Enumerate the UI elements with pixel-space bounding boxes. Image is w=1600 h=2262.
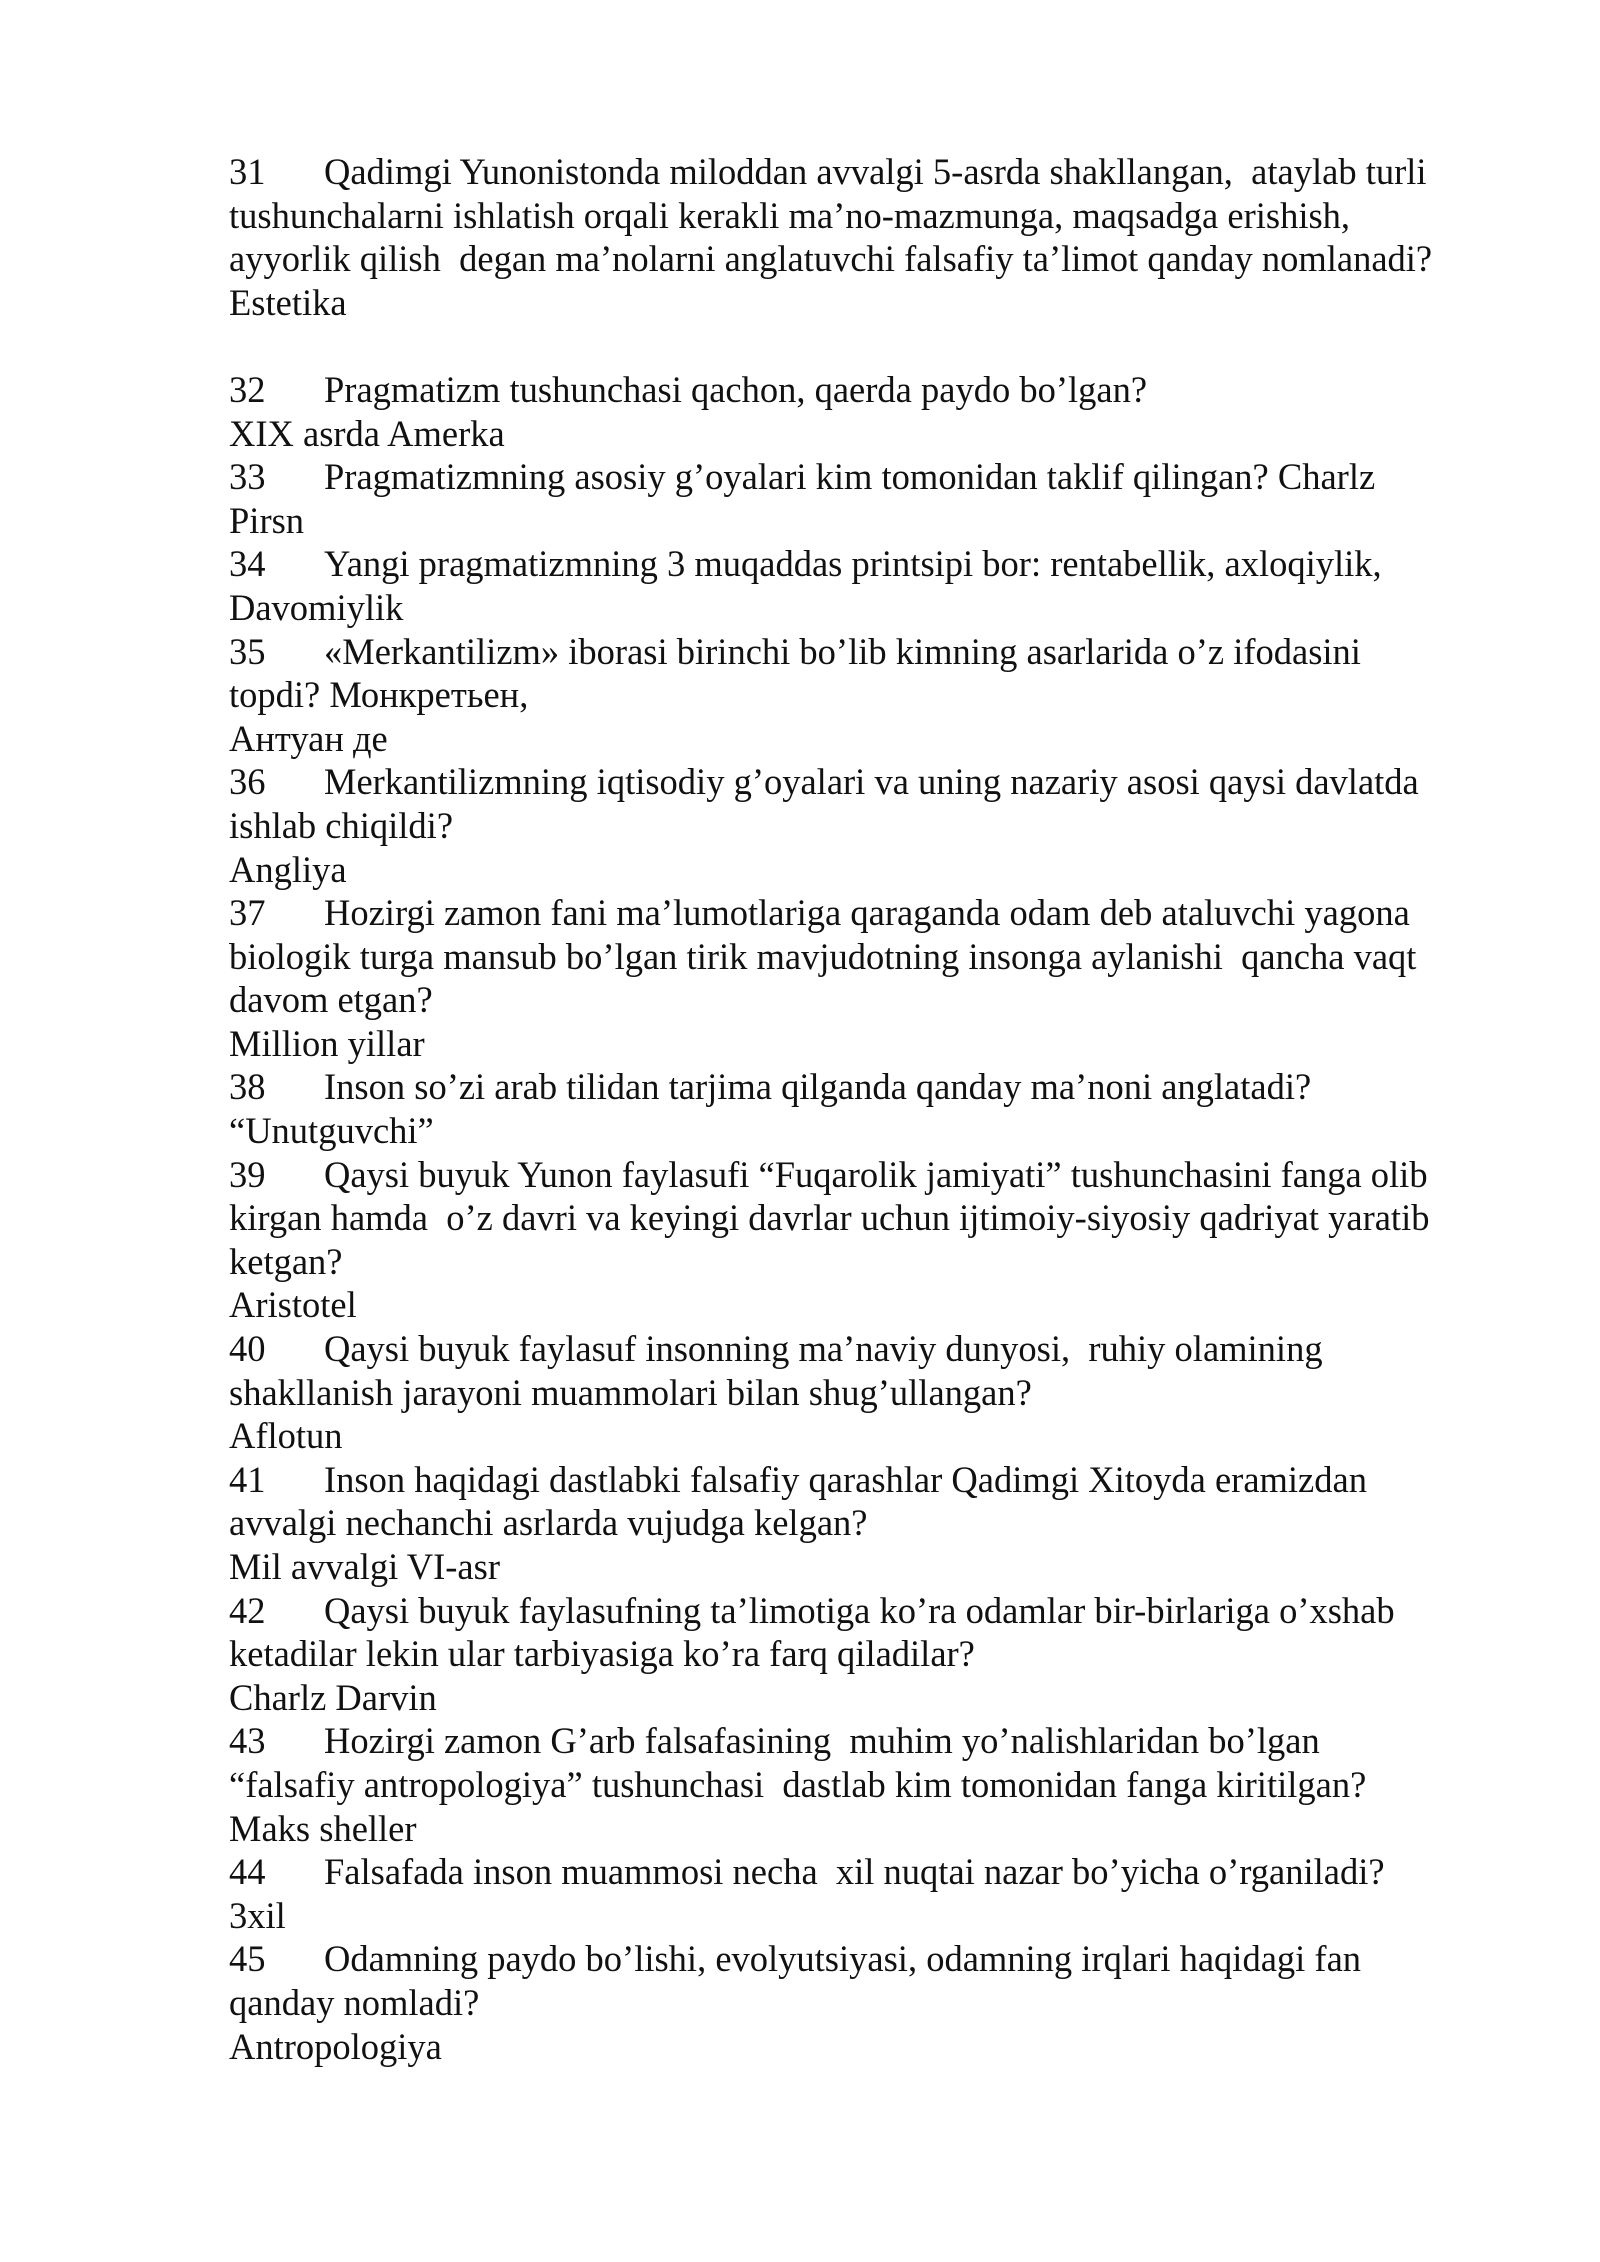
text-line: [229, 935, 1529, 979]
text-line: [229, 673, 1529, 717]
line-text: «Merkantilizm» iborasi birinchi bo’lib kimning asarlarida o’z ifodasini: [324, 630, 1361, 672]
line-text: XIX asrda Amerka: [229, 412, 505, 454]
text-line: [229, 1414, 1529, 1458]
question-line: [229, 455, 1529, 499]
text-line: [229, 1109, 1529, 1153]
text-line: [229, 1632, 1529, 1676]
text-line: [229, 412, 1529, 456]
line-text: Qaysi buyuk Yunon faylasufi “Fuqarolik jamiyati” tushunchasini fanga olib: [324, 1153, 1428, 1195]
text-line: [229, 194, 1529, 238]
line-text: “Unutguvchi”: [229, 1110, 434, 1152]
question-line: [229, 368, 1529, 412]
document-page: [229, 150, 1529, 2068]
line-text: Qaysi buyuk faylasufning ta’limotiga ko’ra odamlar bir-birlariga o’xshab: [324, 1589, 1395, 1631]
line-text: Aristotel: [229, 1284, 357, 1326]
question-line: [229, 1937, 1529, 1981]
line-text: tushunchalarni ishlatish orqali kerakli ma’no-mazmunga, maqsadga erishish,: [229, 194, 1351, 236]
line-text: topdi? Монкретьен,: [229, 674, 529, 716]
text-line: [229, 499, 1529, 543]
line-text: Estetika: [229, 281, 347, 323]
question-line: [229, 891, 1529, 935]
line-text: Hozirgi zamon fani ma’lumotlariga qaraganda odam deb ataluvchi yagona: [324, 892, 1410, 934]
line-text: ishlab chiqildi?: [229, 804, 454, 846]
line-text: Falsafada inson muammosi necha xil nuqtai nazar bo’yicha o’rganiladi?: [324, 1851, 1385, 1893]
question-number: 42: [229, 1589, 266, 1631]
line-text: avvalgi nechanchi asrlarda vujudga kelgan?: [229, 1502, 868, 1544]
line-text: Maks sheller: [229, 1807, 417, 1849]
line-text: Odamning paydo bo’lishi, evolyutsiyasi, odamning irqlari haqidagi fan: [324, 1938, 1362, 1980]
line-text: Qadimgi Yunonistonda miloddan avvalgi 5-asrda shakllangan, ataylab turli: [324, 151, 1427, 192]
line-text: ketadilar lekin ular tarbiyasiga ko’ra farq qiladilar?: [229, 1633, 975, 1675]
question-line: [229, 150, 1529, 194]
text-line: [229, 2025, 1529, 2069]
line-text: Yangi pragmatizmning 3 muqaddas printsipi bor: rentabellik, axloqiylik,: [324, 543, 1382, 585]
line-text: “falsafiy antropologiya” tushunchasi dastlab kim tomonidan fanga kiritilgan?: [229, 1763, 1367, 1805]
text-line: [229, 1676, 1529, 1720]
text-line: [229, 804, 1529, 848]
line-text: Hozirgi zamon G’arb falsafasining muhim yo’nalishlaridan bo’lgan: [324, 1720, 1320, 1762]
question-line: [229, 1850, 1529, 1894]
line-text: ayyorlik qilish degan ma’nolarni anglatuvchi falsafiy ta’limot qanday nomlanadi?: [229, 238, 1433, 280]
question-number: 43: [229, 1720, 266, 1762]
line-text: Pragmatizm tushunchasi qachon, qaerda paydo bo’lgan?: [324, 368, 1148, 410]
text-line: [229, 281, 1529, 325]
line-text: Merkantilizmning iqtisodiy g’oyalari va uning nazariy asosi qaysi davlatda: [324, 761, 1419, 803]
line-text: Million yillar: [229, 1022, 425, 1064]
text-line: [229, 1022, 1529, 1066]
question-line: [229, 1327, 1529, 1371]
line-text: Pirsn: [229, 499, 305, 541]
question-line: [229, 1458, 1529, 1502]
line-text: Pragmatizmning asosiy g’oyalari kim tomonidan taklif qilingan? Charlz: [324, 456, 1376, 498]
text-line: [229, 237, 1529, 281]
text-line: [229, 1981, 1529, 2025]
line-text: Inson haqidagi dastlabki falsafiy qarashlar Qadimgi Xitoyda eramizdan: [324, 1458, 1367, 1500]
text-line: [229, 1545, 1529, 1589]
line-text: Антуан де: [229, 717, 388, 759]
question-line: [229, 1065, 1529, 1109]
line-text: Charlz Darvin: [229, 1676, 437, 1718]
line-text: Antropologiya: [229, 2025, 442, 2067]
line-text: Qaysi buyuk faylasuf insonning ma’naviy dunyosi, ruhiy olamining: [324, 1328, 1323, 1370]
line-text: 3xil: [229, 1894, 286, 1936]
text-line: [229, 586, 1529, 630]
question-number: 45: [229, 1938, 266, 1980]
text-line: [229, 1196, 1529, 1240]
question-number: 38: [229, 1066, 266, 1108]
question-number: 36: [229, 761, 266, 803]
text-line: [229, 1240, 1529, 1284]
question-number: 31: [229, 151, 266, 192]
question-number: 37: [229, 892, 266, 934]
line-text: ketgan?: [229, 1240, 343, 1282]
line-text: Aflotun: [229, 1415, 343, 1457]
question-number: 40: [229, 1328, 266, 1370]
line-text: biologik turga mansub bo’lgan tirik mavjudotning insonga aylanishi qancha vaqt: [229, 935, 1417, 977]
question-line: [229, 1719, 1529, 1763]
line-text: davom etgan?: [229, 979, 433, 1021]
question-number: 35: [229, 630, 266, 672]
question-line: [229, 630, 1529, 674]
text-line: [229, 1283, 1529, 1327]
text-line: [229, 1894, 1529, 1938]
text-line: [229, 1763, 1529, 1807]
question-number: 32: [229, 368, 266, 410]
text-line: [229, 1807, 1529, 1851]
question-number: 39: [229, 1153, 266, 1195]
line-text: Davomiylik: [229, 586, 404, 628]
line-text: Inson so’zi arab tilidan tarjima qilganda qanday ma’noni anglatadi?: [324, 1066, 1312, 1108]
question-line: [229, 542, 1529, 586]
blank-line: [229, 324, 1529, 368]
question-number: 33: [229, 456, 266, 498]
line-text: Mil avvalgi VI-asr: [229, 1546, 500, 1587]
question-number: 44: [229, 1851, 266, 1893]
question-number: 34: [229, 543, 266, 585]
line-text: Angliya: [229, 848, 347, 890]
text-line: [229, 978, 1529, 1022]
line-text: kirgan hamda o’z davri va keyingi davrlar uchun ijtimoiy-siyosiy qadriyat yaratib: [229, 1197, 1430, 1239]
text-line: [229, 1371, 1529, 1415]
question-line: [229, 1153, 1529, 1197]
question-number: 41: [229, 1458, 266, 1500]
question-line: [229, 1589, 1529, 1633]
line-text: shakllanish jarayoni muammolari bilan shug’ullangan?: [229, 1371, 1032, 1413]
text-line: [229, 848, 1529, 892]
line-text: qanday nomladi?: [229, 1981, 480, 2023]
text-line: [229, 717, 1529, 761]
question-line: [229, 760, 1529, 804]
text-line: [229, 1501, 1529, 1545]
